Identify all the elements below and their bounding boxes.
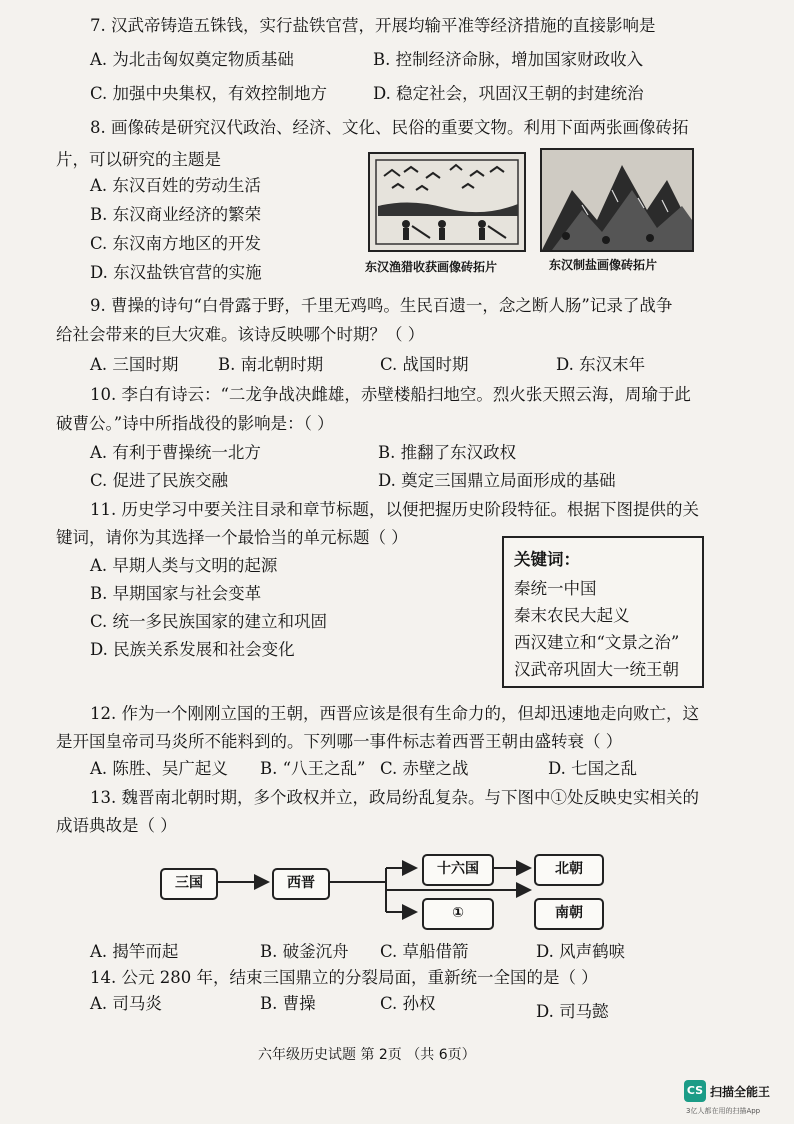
page-footer: 六年级历史试题 第 2页 （共 6页） [258,1047,476,1063]
q10-option-d: D. 奠定三国鼎立局面形成的基础 [378,471,616,490]
q11-option-c: C. 统一多民族国家的建立和巩固 [90,612,328,631]
q9-option-b: B. 南北朝时期 [218,355,324,374]
keyword-item: 秦统一中国 [514,579,597,598]
q12-stem-line2: 是开国皇帝司马炎所不能料到的。下列哪一事件标志着西晋王朝由盛转衰（ ） [56,732,623,751]
q14-option-c: C. 孙权 [380,994,436,1013]
q9-option-c: C. 战国时期 [380,355,469,374]
node-xijin: 西晋 [272,868,330,900]
q9-option-d: D. 东汉末年 [556,355,646,374]
q11-option-d: D. 民族关系发展和社会变化 [90,640,295,659]
q8-option-c: C. 东汉南方地区的开发 [90,234,262,253]
q8-stem-line2: 片，可以研究的主题是 [56,150,221,169]
node-nanchao: 南朝 [534,898,604,930]
q14-option-a: A. 司马炎 [90,994,162,1013]
q12-option-a: A. 陈胜、吴广起义 [90,759,228,778]
q13-stem-line2: 成语典故是（ ） [56,816,177,835]
q8-option-b: B. 东汉商业经济的繁荣 [90,205,262,224]
q8-stem-line1: 8. 画像砖是研究汉代政治、经济、文化、民俗的重要文物。利用下面两张画像砖拓 [90,118,689,137]
q12-option-b: B. “八王之乱” [260,759,366,778]
camscanner-logo-icon: CS [684,1080,706,1102]
q12-option-c: C. 赤壁之战 [380,759,469,778]
q14-option-d: D. 司马懿 [536,1002,609,1021]
q9-stem-line1: 9. 曹操的诗句“白骨露于野，千里无鸡鸣。生民百遗一，念之断人肠”记录了战争 [90,296,673,315]
q10-option-c: C. 促进了民族交融 [90,471,229,490]
q8-option-a: A. 东汉百姓的劳动生活 [90,176,261,195]
node-beichao: 北朝 [534,854,604,886]
keyword-item: 西汉建立和“文景之治” [514,633,680,652]
q11-stem-line1: 11. 历史学习中要关注目录和章节标题，以便把握历史阶段特征。根据下图提供的关 [90,500,699,519]
node-shiliuguo: 十六国 [422,854,494,886]
keyword-item: 秦末农民大起义 [514,606,630,625]
q10-option-a: A. 有利于曹操统一北方 [90,443,261,462]
q14-option-b: B. 曹操 [260,994,316,1013]
keywords-title: 关键词： [514,550,580,569]
q13-option-d: D. 风声鹤唳 [536,942,626,961]
node-sanguo: 三国 [160,868,218,900]
scanner-app-name: 扫描全能王 [710,1085,771,1099]
q10-option-b: B. 推翻了东汉政权 [378,443,517,462]
q7-option-a: A. 为北击匈奴奠定物质基础 [90,50,294,69]
q13-option-a: A. 揭竿而起 [90,942,179,961]
q10-stem-line2: 破曹公。”诗中所指战役的影响是：（ ） [56,414,334,433]
scanner-app-tagline: 3亿人都在用的扫描App [686,1107,761,1115]
node-blank-1: ① [422,898,494,930]
q11-option-a: A. 早期人类与文明的起源 [90,556,278,575]
q7-option-b: B. 控制经济命脉，增加国家财政收入 [373,50,644,69]
q14-stem: 14. 公元 280 年，结束三国鼎立的分裂局面，重新统一全国的是（ ） [90,968,598,987]
q7-option-c: C. 加强中央集权，有效控制地方 [90,84,328,103]
q13-option-c: C. 草船借箭 [380,942,469,961]
q11-stem-line2: 键词，请你为其选择一个最恰当的单元标题（ ） [56,528,408,547]
q10-stem-line1: 10. 李白有诗云：“二龙争战决雌雄，赤壁楼船扫地空。烈火张天照云海，周瑜于此 [90,385,691,404]
fishing-harvest-caption: 东汉渔猎收获画像砖拓片 [365,260,498,274]
q7-stem: 7. 汉武帝铸造五铢钱，实行盐铁官营，开展均输平准等经济措施的直接影响是 [90,16,656,35]
q13-stem-line1: 13. 魏晋南北朝时期，多个政权并立，政局纷乱复杂。与下图中①处反映史实相关的 [90,788,699,807]
q13-option-b: B. 破釜沉舟 [260,942,349,961]
salt-making-caption: 东汉制盐画像砖拓片 [549,258,658,272]
q8-option-d: D. 东汉盐铁官营的实施 [90,263,262,282]
q9-stem-line2: 给社会带来的巨大灾难。该诗反映哪个时期？（ ） [56,325,425,344]
q9-option-a: A. 三国时期 [90,355,179,374]
q12-option-d: D. 七国之乱 [548,759,638,778]
keyword-item: 汉武帝巩固大一统王朝 [514,660,679,679]
q7-option-d: D. 稳定社会，巩固汉王朝的封建统治 [373,84,644,103]
q11-option-b: B. 早期国家与社会变革 [90,584,262,603]
q12-stem-line1: 12. 作为一个刚刚立国的王朝，西晋应该是很有生命力的，但却迅速地走向败亡，这 [90,704,699,723]
